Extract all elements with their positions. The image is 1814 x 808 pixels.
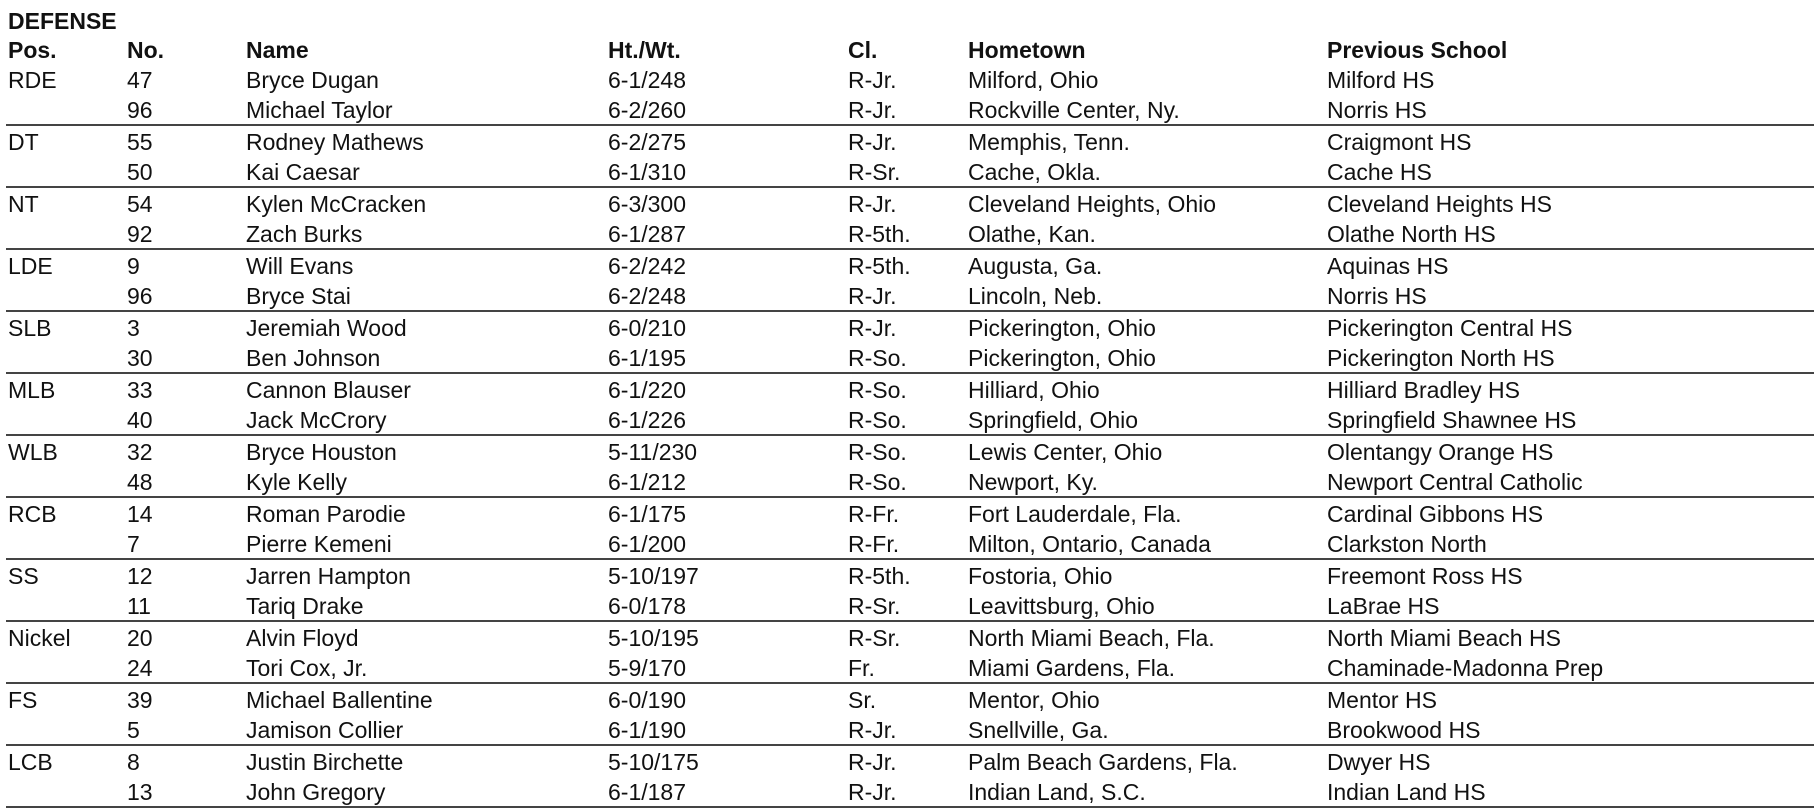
player-number: 9 <box>127 253 140 279</box>
player-hometown: Olathe, Kan. <box>968 221 1096 247</box>
player-hometown: Leavittsburg, Ohio <box>968 593 1155 619</box>
player-hometown: Lincoln, Neb. <box>968 283 1103 309</box>
player-name: Justin Birchette <box>246 749 404 775</box>
player-height-weight: 6-0/210 <box>608 315 687 341</box>
defense-depth-chart <box>6 4 1814 808</box>
player-number: 48 <box>127 469 153 495</box>
player-hometown: Milford, Ohio <box>968 67 1099 93</box>
player-name: Cannon Blauser <box>246 377 411 403</box>
player-height-weight: 6-3/300 <box>608 191 687 217</box>
player-height-weight: 6-1/195 <box>608 345 687 371</box>
player-class: R-Jr. <box>848 191 897 217</box>
table-row <box>6 250 1814 280</box>
player-hometown: Mentor, Ohio <box>968 687 1100 713</box>
position-label: SS <box>8 563 39 589</box>
player-class: R-5th. <box>848 563 911 589</box>
table-row <box>6 404 1814 434</box>
position-label: RCB <box>8 501 57 527</box>
player-name: Rodney Mathews <box>246 129 424 155</box>
header-previous-school: Previous School <box>1327 37 1508 63</box>
table-row <box>6 312 1814 342</box>
player-previous-school: Milford HS <box>1327 67 1435 93</box>
player-height-weight: 6-2/260 <box>608 97 687 123</box>
player-class: R-Jr. <box>848 749 897 775</box>
player-class: R-So. <box>848 469 907 495</box>
player-height-weight: 6-1/248 <box>608 67 687 93</box>
position-label: LCB <box>8 749 53 775</box>
player-height-weight: 6-1/212 <box>608 469 687 495</box>
position-group <box>6 250 1814 312</box>
player-number: 96 <box>127 283 153 309</box>
table-row <box>6 684 1814 714</box>
player-height-weight: 5-10/197 <box>608 563 699 589</box>
player-previous-school: Springfield Shawnee HS <box>1327 407 1577 433</box>
player-class: R-So. <box>848 407 907 433</box>
player-hometown: Cache, Okla. <box>968 159 1101 185</box>
player-number: 3 <box>127 315 140 341</box>
table-row <box>6 64 1814 94</box>
player-hometown: Fostoria, Ohio <box>968 563 1113 589</box>
player-number: 8 <box>127 749 140 775</box>
table-row <box>6 746 1814 776</box>
table-row <box>6 590 1814 620</box>
table-row <box>6 188 1814 218</box>
player-previous-school: Indian Land HS <box>1327 779 1486 805</box>
position-label: LDE <box>8 253 53 279</box>
header-class: Cl. <box>848 37 878 63</box>
player-hometown: Fort Lauderdale, Fla. <box>968 501 1182 527</box>
player-previous-school: LaBrae HS <box>1327 593 1440 619</box>
player-number: 20 <box>127 625 153 651</box>
player-height-weight: 5-10/195 <box>608 625 699 651</box>
player-hometown: Augusta, Ga. <box>968 253 1103 279</box>
player-height-weight: 6-1/175 <box>608 501 687 527</box>
player-class: R-So. <box>848 345 907 371</box>
player-hometown: Springfield, Ohio <box>968 407 1139 433</box>
player-name: Jack McCrory <box>246 407 387 433</box>
player-height-weight: 6-1/287 <box>608 221 687 247</box>
player-class: Sr. <box>848 687 877 713</box>
player-height-weight: 6-1/310 <box>608 159 687 185</box>
table-row <box>6 528 1814 558</box>
player-name: Michael Taylor <box>246 97 393 123</box>
player-name: Kylen McCracken <box>246 191 427 217</box>
position-label: WLB <box>8 439 58 465</box>
position-group <box>6 436 1814 498</box>
player-name: Bryce Dugan <box>246 67 379 93</box>
player-previous-school: Mentor HS <box>1327 687 1437 713</box>
player-hometown: Pickerington, Ohio <box>968 345 1156 371</box>
player-name: Alvin Floyd <box>246 625 359 651</box>
player-class: R-Jr. <box>848 315 897 341</box>
player-hometown: Miami Gardens, Fla. <box>968 655 1176 681</box>
player-class: R-Sr. <box>848 625 901 651</box>
table-row <box>6 436 1814 466</box>
player-previous-school: Dwyer HS <box>1327 749 1431 775</box>
player-name: Pierre Kemeni <box>246 531 392 557</box>
player-hometown: Newport, Ky. <box>968 469 1098 495</box>
player-height-weight: 6-1/190 <box>608 717 687 743</box>
table-row <box>6 498 1814 528</box>
table-row <box>6 776 1814 806</box>
position-group <box>6 560 1814 622</box>
player-height-weight: 6-2/275 <box>608 129 687 155</box>
player-name: Ben Johnson <box>246 345 381 371</box>
player-hometown: Snellville, Ga. <box>968 717 1109 743</box>
player-previous-school: Olentangy Orange HS <box>1327 439 1554 465</box>
position-label: MLB <box>8 377 56 403</box>
player-number: 13 <box>127 779 153 805</box>
player-number: 5 <box>127 717 140 743</box>
player-height-weight: 6-1/226 <box>608 407 687 433</box>
position-label: FS <box>8 687 38 713</box>
table-row <box>6 622 1814 652</box>
player-class: R-Jr. <box>848 283 897 309</box>
player-height-weight: 6-1/200 <box>608 531 687 557</box>
position-group <box>6 312 1814 374</box>
table-row <box>6 466 1814 496</box>
player-hometown: Milton, Ontario, Canada <box>968 531 1211 557</box>
player-hometown: Indian Land, S.C. <box>968 779 1146 805</box>
position-label: NT <box>8 191 39 217</box>
table-row <box>6 714 1814 744</box>
player-number: 12 <box>127 563 153 589</box>
player-previous-school: Newport Central Catholic <box>1327 469 1583 495</box>
player-number: 40 <box>127 407 153 433</box>
player-hometown: Rockville Center, Ny. <box>968 97 1180 123</box>
table-row <box>6 280 1814 310</box>
player-class: R-So. <box>848 439 907 465</box>
player-hometown: Lewis Center, Ohio <box>968 439 1163 465</box>
player-height-weight: 6-2/248 <box>608 283 687 309</box>
player-number: 92 <box>127 221 153 247</box>
player-name: Jamison Collier <box>246 717 404 743</box>
player-class: R-Jr. <box>848 97 897 123</box>
player-previous-school: Olathe North HS <box>1327 221 1496 247</box>
position-groups <box>6 64 1814 808</box>
player-name: Bryce Houston <box>246 439 397 465</box>
player-name: Jeremiah Wood <box>246 315 407 341</box>
player-class: R-Jr. <box>848 129 897 155</box>
table-row <box>6 218 1814 248</box>
player-class: R-Fr. <box>848 531 900 557</box>
player-name: Kyle Kelly <box>246 469 347 495</box>
player-hometown: North Miami Beach, Fla. <box>968 625 1215 651</box>
player-class: R-5th. <box>848 221 911 247</box>
player-name: Kai Caesar <box>246 159 360 185</box>
player-class: R-Sr. <box>848 593 901 619</box>
player-number: 39 <box>127 687 153 713</box>
position-group <box>6 64 1814 126</box>
player-previous-school: Cardinal Gibbons HS <box>1327 501 1544 527</box>
player-name: Tori Cox, Jr. <box>246 655 368 681</box>
table-row <box>6 94 1814 124</box>
player-class: Fr. <box>848 655 875 681</box>
player-number: 33 <box>127 377 153 403</box>
player-class: R-So. <box>848 377 907 403</box>
player-hometown: Memphis, Tenn. <box>968 129 1130 155</box>
player-previous-school: North Miami Beach HS <box>1327 625 1561 651</box>
player-name: Will Evans <box>246 253 354 279</box>
table-row <box>6 652 1814 682</box>
player-name: Zach Burks <box>246 221 363 247</box>
player-height-weight: 6-0/178 <box>608 593 687 619</box>
player-height-weight: 6-0/190 <box>608 687 687 713</box>
player-number: 96 <box>127 97 153 123</box>
position-group <box>6 498 1814 560</box>
header-number: No. <box>127 37 165 63</box>
table-row <box>6 156 1814 186</box>
player-previous-school: Pickerington Central HS <box>1327 315 1573 341</box>
table-row <box>6 374 1814 404</box>
position-label: RDE <box>8 67 57 93</box>
player-previous-school: Pickerington North HS <box>1327 345 1555 371</box>
player-name: Roman Parodie <box>246 501 406 527</box>
player-class: R-Jr. <box>848 717 897 743</box>
player-previous-school: Aquinas HS <box>1327 253 1449 279</box>
player-hometown: Palm Beach Gardens, Fla. <box>968 749 1238 775</box>
position-label: DT <box>8 129 39 155</box>
player-name: Bryce Stai <box>246 283 351 309</box>
player-previous-school: Cache HS <box>1327 159 1432 185</box>
position-group <box>6 374 1814 436</box>
table-row <box>6 342 1814 372</box>
player-number: 55 <box>127 129 153 155</box>
header-name: Name <box>246 37 309 63</box>
header-hometown: Hometown <box>968 37 1086 63</box>
player-number: 54 <box>127 191 153 217</box>
player-previous-school: Brookwood HS <box>1327 717 1481 743</box>
player-number: 30 <box>127 345 153 371</box>
player-number: 7 <box>127 531 140 557</box>
player-previous-school: Norris HS <box>1327 97 1427 123</box>
position-group <box>6 622 1814 684</box>
player-class: R-Sr. <box>848 159 901 185</box>
section-title: DEFENSE <box>8 8 117 34</box>
player-previous-school: Freemont Ross HS <box>1327 563 1523 589</box>
header-height-weight: Ht./Wt. <box>608 37 681 63</box>
player-height-weight: 5-9/170 <box>608 655 687 681</box>
table-row <box>6 560 1814 590</box>
player-height-weight: 5-10/175 <box>608 749 699 775</box>
player-number: 24 <box>127 655 153 681</box>
column-header-row <box>6 34 1814 64</box>
player-hometown: Cleveland Heights, Ohio <box>968 191 1217 217</box>
player-number: 47 <box>127 67 153 93</box>
player-name: John Gregory <box>246 779 386 805</box>
player-name: Tariq Drake <box>246 593 364 619</box>
player-class: R-Fr. <box>848 501 900 527</box>
player-height-weight: 6-2/242 <box>608 253 687 279</box>
player-previous-school: Cleveland Heights HS <box>1327 191 1553 217</box>
player-number: 32 <box>127 439 153 465</box>
player-previous-school: Clarkston North <box>1327 531 1487 557</box>
player-hometown: Hilliard, Ohio <box>968 377 1100 403</box>
player-class: R-Jr. <box>848 67 897 93</box>
player-number: 50 <box>127 159 153 185</box>
player-name: Jarren Hampton <box>246 563 411 589</box>
header-position: Pos. <box>8 37 57 63</box>
player-hometown: Pickerington, Ohio <box>968 315 1156 341</box>
player-height-weight: 5-11/230 <box>608 439 698 465</box>
player-class: R-Jr. <box>848 779 897 805</box>
position-group <box>6 188 1814 250</box>
player-previous-school: Norris HS <box>1327 283 1427 309</box>
player-number: 11 <box>127 593 151 619</box>
position-group <box>6 126 1814 188</box>
player-previous-school: Hilliard Bradley HS <box>1327 377 1521 403</box>
position-label: Nickel <box>8 625 71 651</box>
player-previous-school: Craigmont HS <box>1327 129 1472 155</box>
player-name: Michael Ballentine <box>246 687 433 713</box>
player-class: R-5th. <box>848 253 911 279</box>
position-group <box>6 684 1814 746</box>
position-label: SLB <box>8 315 52 341</box>
player-height-weight: 6-1/220 <box>608 377 687 403</box>
table-row <box>6 126 1814 156</box>
position-group <box>6 746 1814 808</box>
player-previous-school: Chaminade-Madonna Prep <box>1327 655 1604 681</box>
player-height-weight: 6-1/187 <box>608 779 687 805</box>
player-number: 14 <box>127 501 153 527</box>
